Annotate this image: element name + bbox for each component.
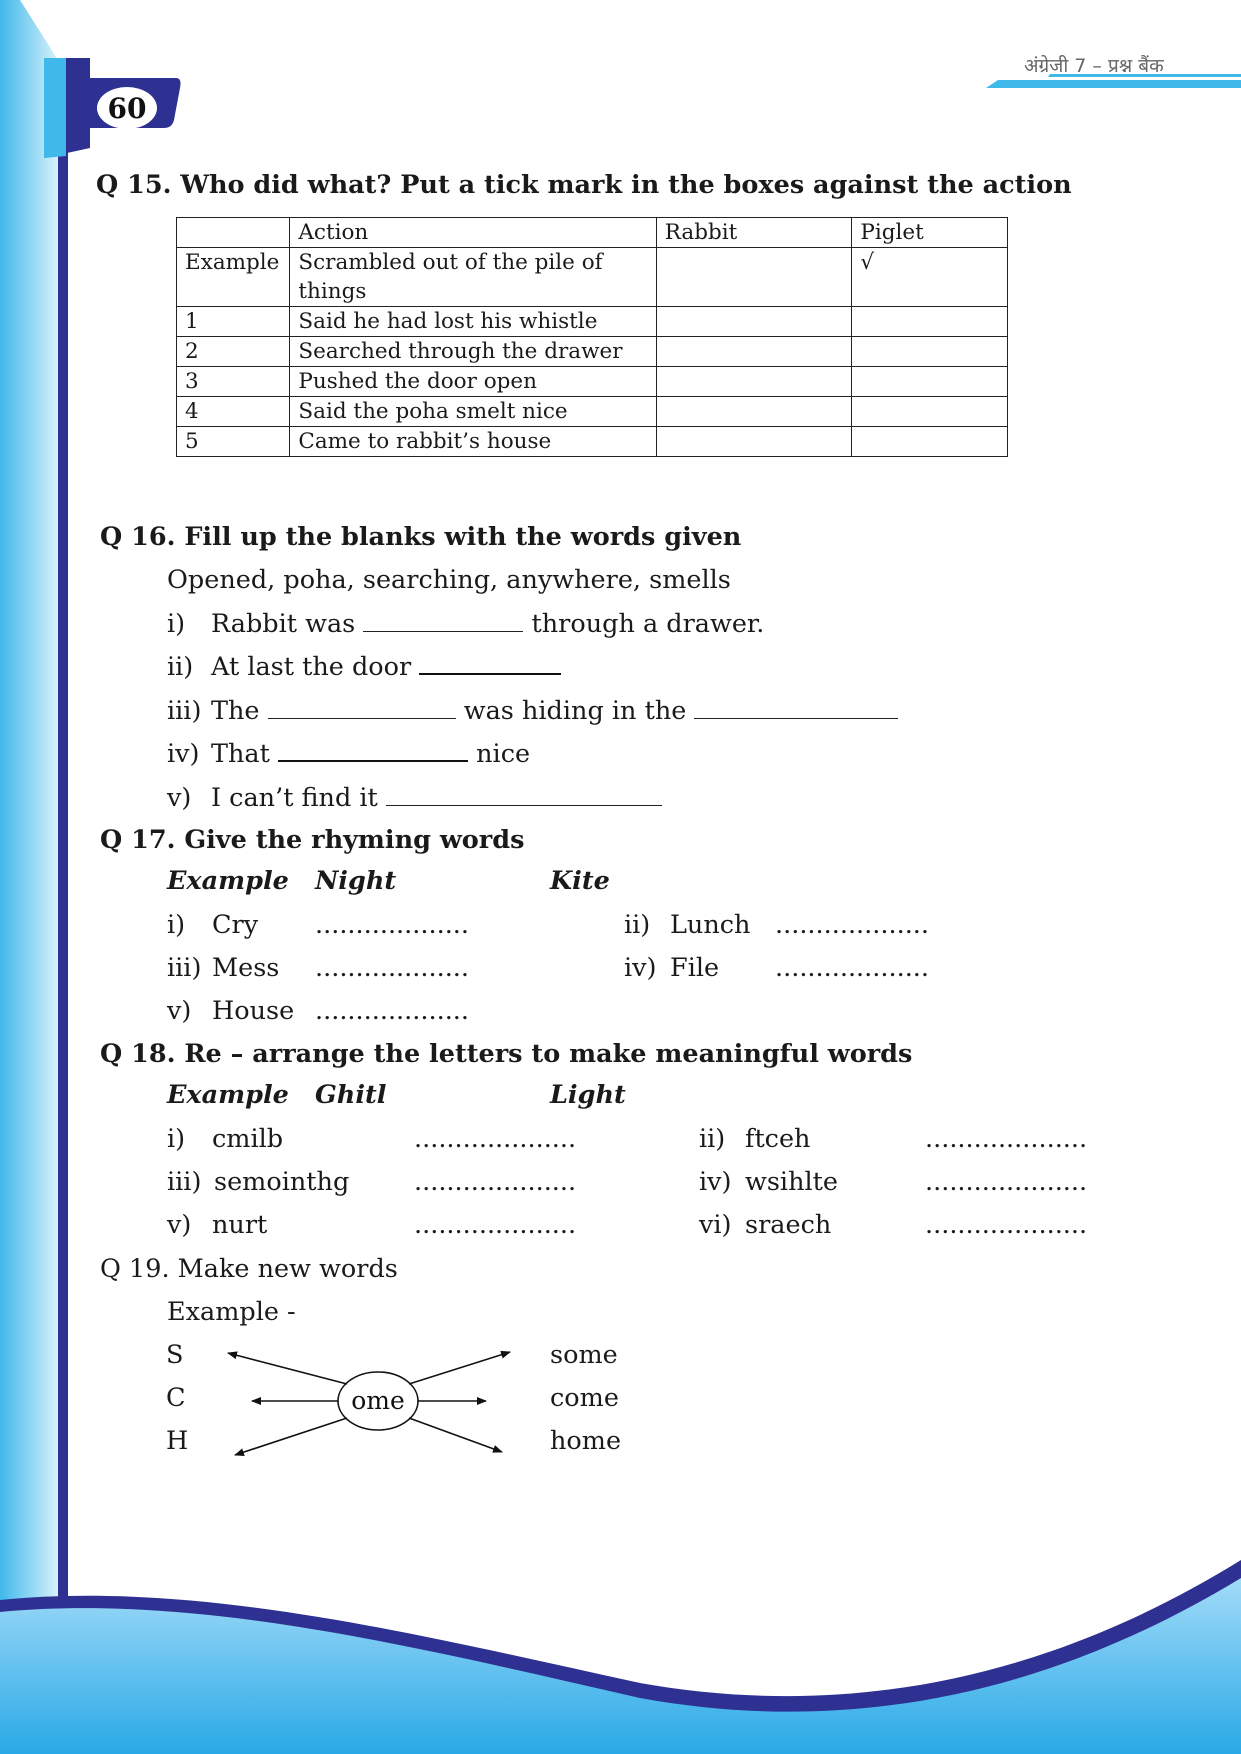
table-cell[interactable] — [852, 307, 1008, 337]
answer-blank[interactable] — [386, 785, 662, 806]
answer-dots[interactable]: ................... — [315, 910, 470, 940]
table-cell: 2 — [177, 337, 290, 367]
item-number: v) — [167, 783, 192, 813]
table-cell[interactable] — [656, 307, 852, 337]
q17-example-word: Night — [315, 866, 397, 896]
item-text: through a drawer. — [531, 609, 765, 639]
answer-dots[interactable]: .................... — [925, 1210, 1088, 1240]
q17-item-word: House — [212, 996, 295, 1026]
q18-item-word: sraech — [745, 1210, 832, 1240]
item-number: iii) — [167, 696, 202, 726]
answer-dots[interactable]: .................... — [925, 1124, 1088, 1154]
table-header-cell — [177, 218, 290, 248]
q15-title: Q 15. Who did what? Put a tick mark in the boxes against the action — [96, 170, 1072, 200]
q16-item-2 — [167, 652, 561, 682]
table-cell: 5 — [177, 427, 290, 457]
page-number: 60 — [107, 92, 147, 125]
q16-item-1 — [167, 609, 764, 639]
q19-result-word: home — [550, 1426, 622, 1456]
item-text: At last the door — [211, 652, 412, 682]
item-text: The — [211, 696, 260, 726]
q17-example-label: Example — [167, 866, 289, 896]
q19-example-label: Example - — [167, 1297, 296, 1327]
table-cell: 3 — [177, 367, 290, 397]
q17-item-num: i) — [167, 910, 186, 940]
table-cell: 4 — [177, 397, 290, 427]
q16-title: Q 16. Fill up the blanks with the words given — [100, 522, 742, 552]
item-text: was hiding in the — [463, 696, 687, 726]
arrow-left-top — [228, 1353, 347, 1384]
answer-dots[interactable]: ................... — [315, 996, 470, 1026]
q19-letter: C — [166, 1383, 186, 1413]
table-cell: Example — [177, 248, 290, 307]
arrow-right-top — [409, 1352, 510, 1384]
item-text: That — [211, 739, 270, 769]
arrow-right-bottom — [409, 1418, 502, 1452]
item-text: I can’t find it — [211, 783, 378, 813]
q19-title: Q 19. Make new words — [100, 1254, 398, 1284]
q17-item-word: Mess — [212, 953, 280, 983]
q18-example-word: Ghitl — [315, 1080, 387, 1110]
q19-word-diagram — [160, 1335, 660, 1465]
q18-item-word: nurt — [212, 1210, 268, 1240]
table-cell[interactable] — [852, 367, 1008, 397]
item-number: iv) — [167, 739, 200, 769]
table-cell: Pushed the door open — [290, 367, 656, 397]
q19-result-word: some — [550, 1340, 618, 1370]
q16-item-5 — [167, 783, 662, 813]
table-cell[interactable] — [656, 427, 852, 457]
item-text: Rabbit was — [211, 609, 356, 639]
answer-blank[interactable] — [694, 698, 898, 719]
table-cell[interactable]: √ — [852, 248, 1008, 307]
q18-item-word: cmilb — [212, 1124, 284, 1154]
q17-item-word: File — [670, 953, 720, 983]
table-cell: Said the poha smelt nice — [290, 397, 656, 427]
table-row — [177, 248, 1008, 307]
q18-item-num: iii) — [167, 1167, 202, 1197]
q19-letter: S — [166, 1340, 184, 1370]
q17-example-answer: Kite — [550, 866, 610, 896]
answer-dots[interactable]: ................... — [775, 953, 930, 983]
q18-item-num: vi) — [699, 1210, 732, 1240]
table-cell: 1 — [177, 307, 290, 337]
q17-item-word: Lunch — [670, 910, 751, 940]
answer-dots[interactable]: ................... — [315, 953, 470, 983]
q18-item-num: i) — [167, 1124, 186, 1154]
left-band — [0, 0, 58, 1754]
answer-dots[interactable]: .................... — [414, 1124, 577, 1154]
table-row — [177, 307, 1008, 337]
q17-title: Q 17. Give the rhyming words — [100, 825, 525, 855]
table-cell: Scrambled out of the pile of things — [290, 248, 656, 307]
q15-table — [176, 217, 1008, 457]
table-row — [177, 427, 1008, 457]
table-header-row — [177, 218, 1008, 248]
answer-dots[interactable]: .................... — [414, 1210, 577, 1240]
answer-dots[interactable]: ................... — [775, 910, 930, 940]
table-cell[interactable] — [656, 248, 852, 307]
q17-item-num: ii) — [624, 910, 651, 940]
table-cell[interactable] — [656, 367, 852, 397]
q18-item-word: ftceh — [745, 1124, 811, 1154]
q18-item-num: v) — [167, 1210, 192, 1240]
table-header-cell: Action — [290, 218, 656, 248]
q16-word-bank: Opened, poha, searching, anywhere, smells — [167, 565, 731, 595]
item-number: i) — [167, 609, 186, 639]
q16-item-4 — [167, 739, 530, 769]
table-cell[interactable] — [852, 337, 1008, 367]
table-cell[interactable] — [656, 397, 852, 427]
q17-item-num: iv) — [624, 953, 657, 983]
answer-blank[interactable] — [363, 611, 523, 632]
q18-item-num: iv) — [699, 1167, 732, 1197]
item-number: ii) — [167, 652, 194, 682]
arrow-left-bottom — [235, 1418, 347, 1455]
table-cell[interactable] — [852, 397, 1008, 427]
table-cell: Came to rabbit’s house — [290, 427, 656, 457]
q18-example-label: Example — [167, 1080, 289, 1110]
left-stripe — [58, 120, 68, 1700]
q16-item-3 — [167, 696, 898, 726]
q18-item-word: wsihlte — [745, 1167, 838, 1197]
q17-item-num: v) — [167, 996, 192, 1026]
q18-title: Q 18. Re – arrange the letters to make meaningful words — [100, 1039, 913, 1069]
answer-dots[interactable]: .................... — [414, 1167, 577, 1197]
answer-blank[interactable] — [278, 740, 468, 762]
table-row — [177, 367, 1008, 397]
table-row — [177, 337, 1008, 367]
table-cell[interactable] — [656, 337, 852, 367]
center-text: ome — [351, 1386, 405, 1415]
q18-item-word: semointhg — [214, 1167, 350, 1197]
header-bar — [986, 80, 1241, 88]
item-text: nice — [476, 739, 531, 769]
answer-blank[interactable] — [419, 653, 561, 675]
table-row — [177, 397, 1008, 427]
q19-letter: H — [166, 1426, 189, 1456]
table-cell: Searched through the drawer — [290, 337, 656, 367]
table-header-cell: Piglet — [852, 218, 1008, 248]
q19-result-word: come — [550, 1383, 619, 1413]
q18-item-num: ii) — [699, 1124, 726, 1154]
q17-item-num: iii) — [167, 953, 202, 983]
answer-dots[interactable]: .................... — [925, 1167, 1088, 1197]
answer-blank[interactable] — [268, 698, 456, 719]
book-title: अंग्रेजी 7 – प्रश्न बैंक — [1024, 55, 1164, 77]
table-header-cell: Rabbit — [656, 218, 852, 248]
table-cell[interactable] — [852, 427, 1008, 457]
q17-item-word: Cry — [212, 910, 259, 940]
q18-example-answer: Light — [550, 1080, 626, 1110]
table-cell: Said he had lost his whistle — [290, 307, 656, 337]
